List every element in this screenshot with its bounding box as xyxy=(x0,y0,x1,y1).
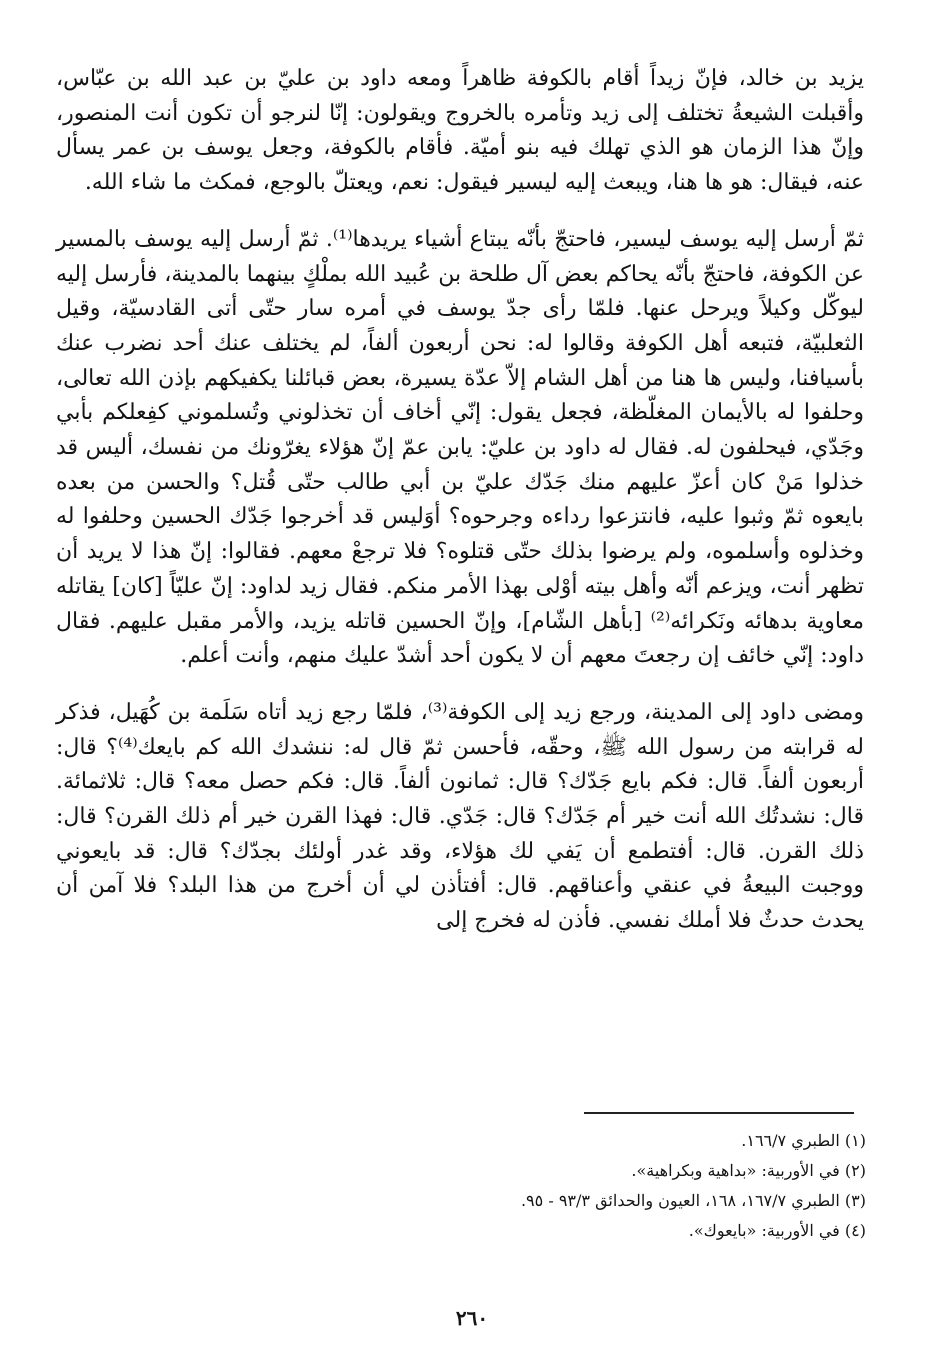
paragraph-3: ومضى داود إلى المدينة، ورجع زيد إلى الكوفة⁽³⁾، فلمّا رجع زيد أتاه سَلَمة بن كُهَيل، فذكر له قرابته من رسول الله ﷺ، وحقّه، فأحسن ثمّ قال له: ننشدك الله كم بايعك⁽⁴⁾؟ قال: أربعون ألفاً. قال: فكم بايع جَدّك؟ قال: ثمانون ألفاً. قال: فكم حصل معه؟ قال: ثلاثمائة. قال: نشدتُك الله أنت خير أم جَدّك؟ قال: جَدّي. قال: فهذا القرن خير أم ذلك القرن؟ قال: ذلك القرن. قال: أفتطمع أن يَفي لك هؤلاء، وقد غدر أولئك بجدّك؟ قال: قد بايعوني ووجبت البيعةُ في عنقي وأعناقهم. قال: أفتأذن لي أن أخرج من هذا البلد؟ فلا آمن أن يحدث حدثٌ فلا أملك نفسي. فأذن له فخرج إلى xyxy=(56,699,865,934)
footnote-3: (٣) الطبري ١٦٧/٧، ١٦٨، العيون والحدائق ٩٣/٣ - ٩٥. xyxy=(520,1191,866,1210)
footnote-separator xyxy=(584,1112,854,1114)
paragraph-2: ثمّ أرسل إليه يوسف ليسير، فاحتجّ بأنّه يبتاع أشياء يريدها⁽¹⁾. ثمّ أرسل إليه يوسف بالمسير عن الكوفة، فاحتجّ بأنّه يحاكم بعض آل طلحة بن عُبيد الله بملْكٍ بينهما بالمدينة، فأرسل إليه ليوكّل وكيلاً ويرحل عنها. فلمّا رأى جدّ يوسف في أمره سار حتّى أتى القادسيّة، وقيل الثعلبيّة، فتبعه أهل الكوفة وقالوا له: نحن أربعون ألفاً، لم يختلف عنك أحد نضرب عنك بأسيافنا، وليس ها هنا من أهل الشام إلاّ عدّة يسيرة، بعض قبائلنا يكفيكهم بإذن الله تعالى، وحلفوا له بالأيمان المغلّظة، فجعل يقول: إنّي أخاف أن تخذلوني وتُسلموني كفِعلكم بأبي وجَدّي، فيحلفون له. فقال له داود بن عليّ: يابن عمّ إنّ هؤلاء يغرّونك من نفسك، أليس قد خذلوا مَنْ كان أعزّ عليهم منك جَدّك عليّ بن أبي طالب حتّى قُتل؟ والحسن من بعده بايعوه ثمّ وثبوا عليه، فانتزعوا رداءه وجرحوه؟ أوَليس قد أخرجوا جَدّك الحسين وحلفوا له وخذلوه وأسلموه، ولم يرضوا بذلك حتّى قتلوه؟ فلا ترجعْ معهم. فقالوا: إنّ هذا لا يريد أن تظهر أنت، ويزعم أنّه وأهل بيته أوْلى بهذا الأمر منكم. فقال زيد لداود: إنّ عليّاً [كان] يقاتله معاوية بدهائه ونَكرائه⁽²⁾ [بأهل الشّام]، وإنّ الحسين قاتله يزيد، والأمر مقبل عليهم. فقال داود: إنّي خائف إن رجعتَ معهم أن لا يكون أحد أشدّ عليك منهم، وأنت أعلم. xyxy=(56,226,864,669)
footnote-1: (١) الطبري ١٦٦/٧. xyxy=(741,1131,866,1150)
paragraph-1: يزيد بن خالد، فإنّ زيداً أقام بالكوفة ظاهراً ومعه داود بن عليّ بن عبد الله بن عبّاس، وأقبلت الشيعةُ تختلف إلى زيد وتأمره بالخروج ويقولون: إنّا لنرجو أن تكون أنت المنصور، وإنّ هذا الزمان هو الذي تهلك فيه بنو أميّة. فأقام بالكوفة، وجعل يوسف بن عمر يسأل عنه، فيقال: هو ها هنا، ويبعث إليه ليسير فيقول: نعم، ويعتلّ بالوجع، فمكث ما شاء الله. xyxy=(56,66,864,196)
footnote-4: (٤) في الأوربية: «بايعوك». xyxy=(688,1221,866,1240)
footnotes xyxy=(400,1126,866,1246)
page-number: ٢٦٠ xyxy=(455,1306,489,1330)
main-text xyxy=(56,62,864,939)
footnote-2: (٢) في الأوربية: «بداهية وبكراهية». xyxy=(631,1161,866,1180)
